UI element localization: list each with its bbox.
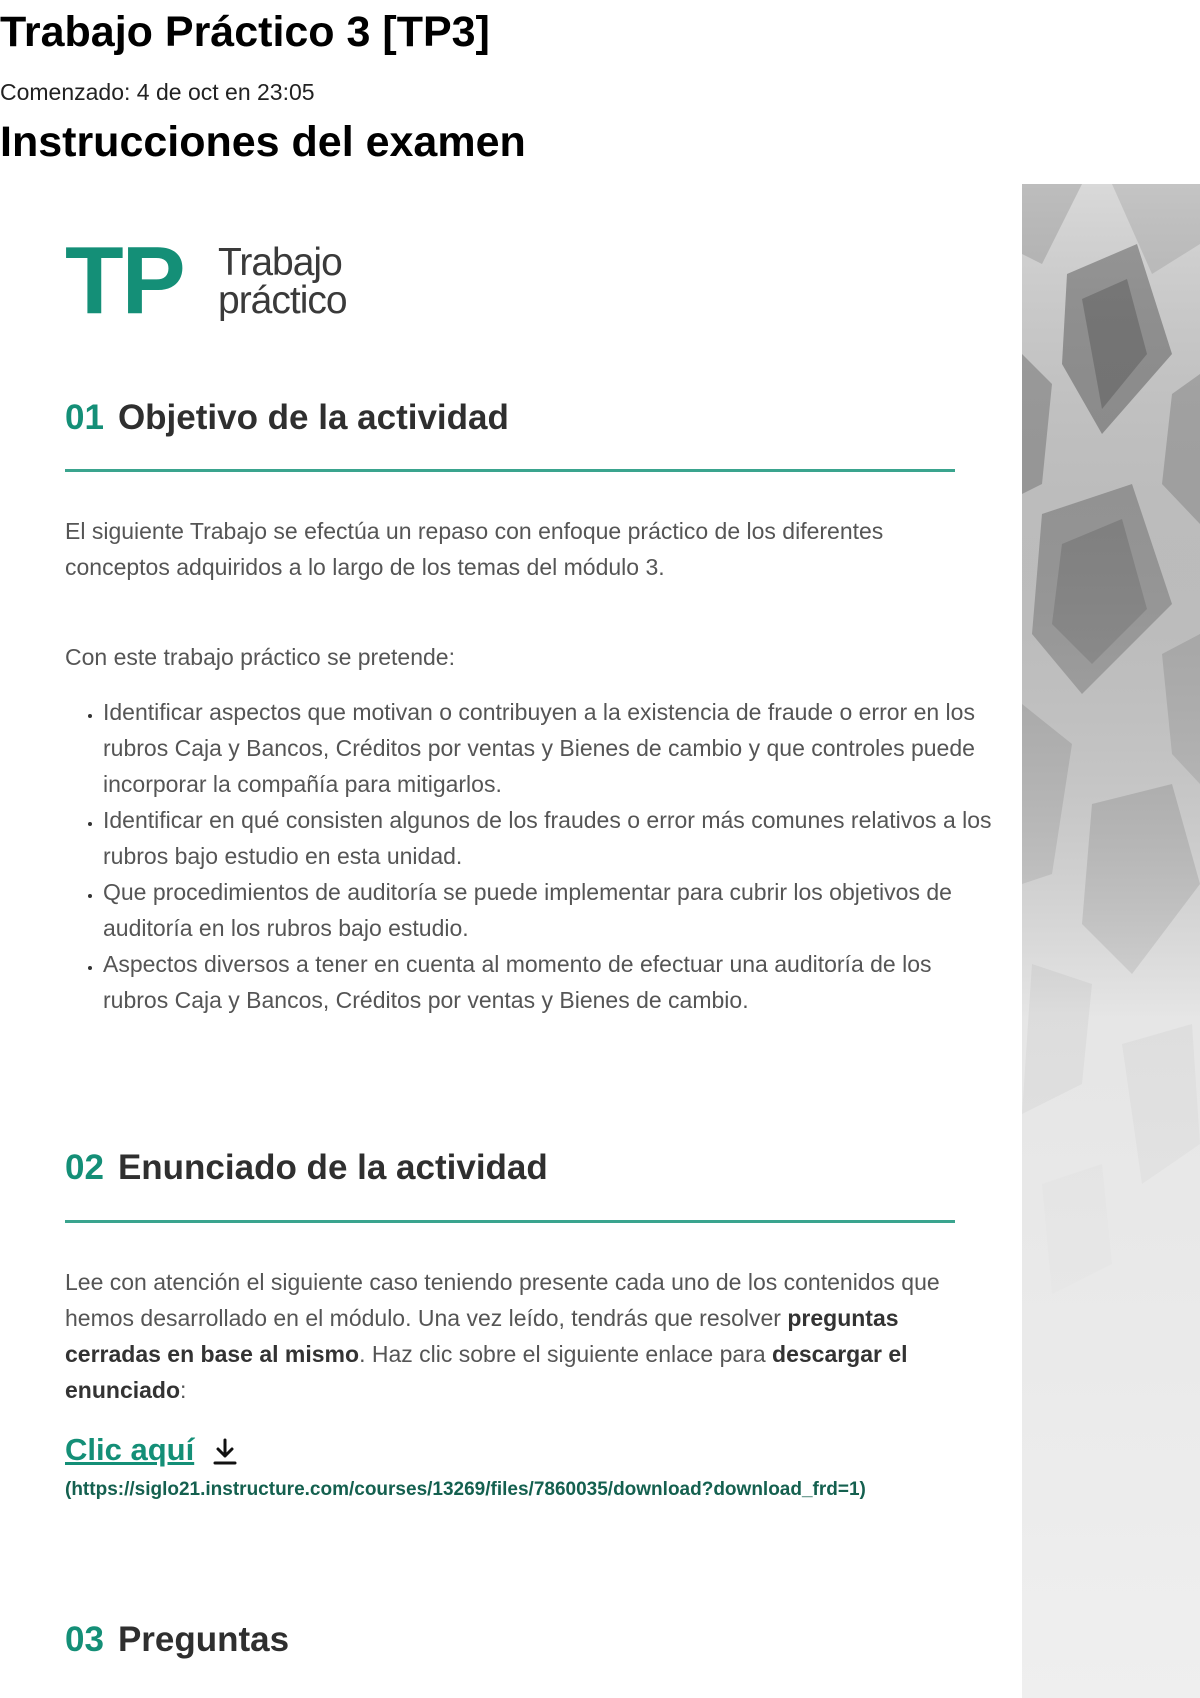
objective-intro: El siguiente Trabajo se efectúa un repaso con enfoque práctico de los diferentes conceptos adquiridos a lo largo de los temas del módulo 3. [65, 518, 884, 580]
list-item: • Que procedimientos de auditoría se puede implementar para cubrir los objetivos de auditoría en los rubros bajo estudio. [103, 874, 993, 946]
objective-list [65, 694, 993, 1018]
list-item: • Aspectos diversos a tener en cuenta al momento de efectuar una auditoría de los rubros Caja y Bancos, Créditos por ventas y Bienes de cambio. [103, 946, 993, 1018]
list-item: • Identificar aspectos que motivan o contribuyen a la existencia de fraude o error en los rubros Caja y Bancos, Créditos por ventas y Bienes de cambio y que controles puede incorporar la compañía para mitigarlos. [103, 694, 993, 802]
section-title: Preguntas [117, 1620, 290, 1659]
statement-text-part: : [180, 1377, 187, 1403]
section-title: Objetivo de la actividad [117, 398, 509, 437]
page-title: Trabajo Práctico 3 [TP3] [0, 8, 490, 56]
section-divider [65, 469, 955, 472]
section-number: 03 [65, 1620, 104, 1659]
section-number: 02 [65, 1148, 104, 1187]
decorative-side-image [1022, 184, 1200, 1698]
statement-text-part: Lee con atención el siguiente caso teniendo presente cada uno de los contenidos que hemos desarrollado en el módulo. Una vez leído, tendrás que resolver [65, 1269, 940, 1331]
statement-text [65, 1264, 955, 1408]
download-statement-link[interactable]: Clic aquí [65, 1432, 195, 1467]
list-item: • Identificar en qué consisten algunos de los fraudes o error más comunes relativos a los rubros bajo estudio en esta unidad. [103, 802, 993, 874]
tp-logo-word-line2: práctico [218, 279, 347, 322]
section-heading-statement [65, 1148, 955, 1188]
tp-logo-word-line1: Trabajo [218, 241, 342, 284]
section-divider [65, 1220, 955, 1223]
section-number: 01 [65, 398, 104, 437]
tp-logo-letters: TP [65, 227, 184, 334]
tp-logo-word [218, 241, 347, 322]
statement-bold-closed-questions: preguntas cerradas en base al mismo [65, 1305, 899, 1367]
statement-bold-download: descargar el enunciado [65, 1341, 908, 1403]
instructions-title: Instrucciones del examen [0, 118, 526, 166]
download-url: (https://siglo21.instructure.com/courses/13269/files/7860035/download?download_frd=1) [65, 1479, 866, 1500]
statement-text-part: . Haz clic sobre el siguiente enlace para [359, 1341, 773, 1367]
objective-lead: Con este trabajo práctico se pretende: [65, 644, 455, 670]
section-heading-questions [65, 1620, 955, 1660]
section-title: Enunciado de la actividad [117, 1148, 548, 1187]
started-timestamp: Comenzado: 4 de oct en 23:05 [0, 79, 315, 105]
download-icon[interactable] [211, 1437, 239, 1467]
section-heading-objective [65, 398, 955, 438]
